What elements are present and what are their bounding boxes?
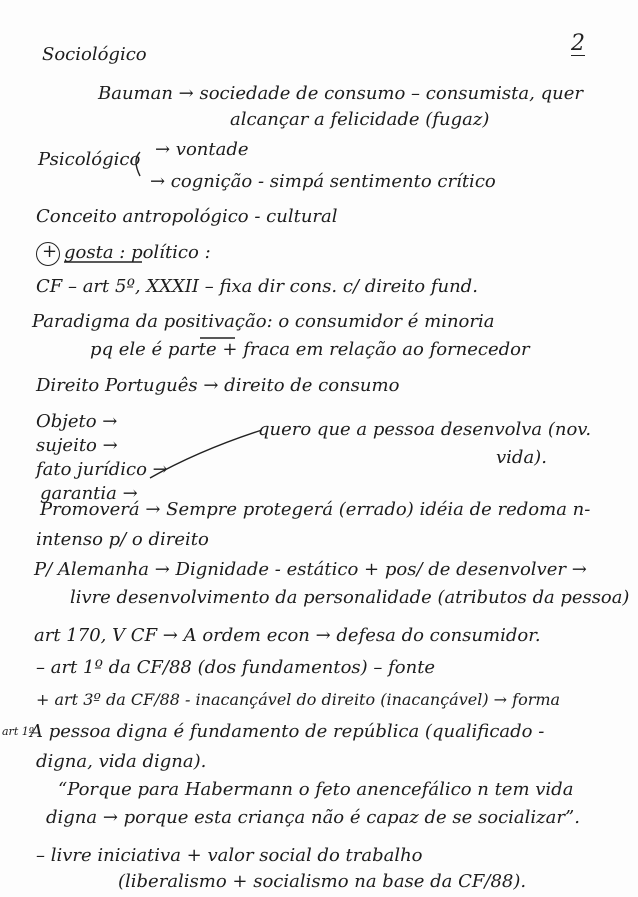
note-line: Conceito antropológico - cultural [36,206,338,227]
note-line: “Porque para Habermann o feto anencefálico n tem vida [58,779,574,800]
note-line: fato jurídico → [36,459,168,480]
note-line: digna, vida digna). [36,751,207,772]
note-line: quero que a pessoa desenvolva (nov. [258,419,592,440]
page-number: 2 [571,31,585,56]
note-line: garantia → [40,483,138,504]
note-line: → vontade [155,139,249,160]
note-line: pq ele é parte + fraca em relação ao fornecedor [90,339,530,360]
note-line: (liberalismo + socialismo na base da CF/88). [118,871,527,892]
note-line: Paradigma da positivação: o consumidor é minoria [32,311,495,332]
note-line: alcançar a felicidade (fugaz) [230,109,490,130]
note-line: – art 1º da CF/88 (dos fundamentos) – fonte [36,657,436,678]
note-line: sujeito → [36,435,118,456]
note-line: intenso p/ o direito [36,529,209,550]
note-line: livre desenvolvimento da personalidade (atributos da pessoa) [70,587,630,608]
note-line: + art 3º da CF/88 - inacançável do direito (inacançável) → forma [36,690,561,709]
note-line: vida). [496,447,547,468]
circled-plus-text: + [42,241,58,262]
note-line: digna → porque esta criança não é capaz de se socializar”. [46,807,580,828]
note-line: CF – art 5º, XXXII – fixa dir cons. c/ direito fund. [36,276,478,297]
note-line: – livre iniciativa + valor social do trabalho [36,845,423,866]
note-line: A pessoa digna é fundamento de república (qualificado - [30,721,545,742]
note-line: gosta : político : [64,242,211,263]
margin-art-note: art 1º [2,725,34,738]
note-line: → cognição - simpá sentimento crítico [150,171,496,192]
note-line: Psicológico [38,149,141,170]
note-line: Objeto → [36,411,118,432]
note-line: P/ Alemanha → Dignidade - estático + pos/ de desenvolver → [34,559,587,580]
note-line: art 170, V CF → A ordem econ → defesa do consumidor. [34,625,541,646]
note-line: Sociológico [42,44,147,65]
note-line: Direito Português → direito de consumo [36,375,400,396]
note-line: Promoverá → Sempre protegerá (errado) idéia de redoma n- [40,499,591,520]
note-line: Bauman → sociedade de consumo – consumista, quer [98,83,583,104]
